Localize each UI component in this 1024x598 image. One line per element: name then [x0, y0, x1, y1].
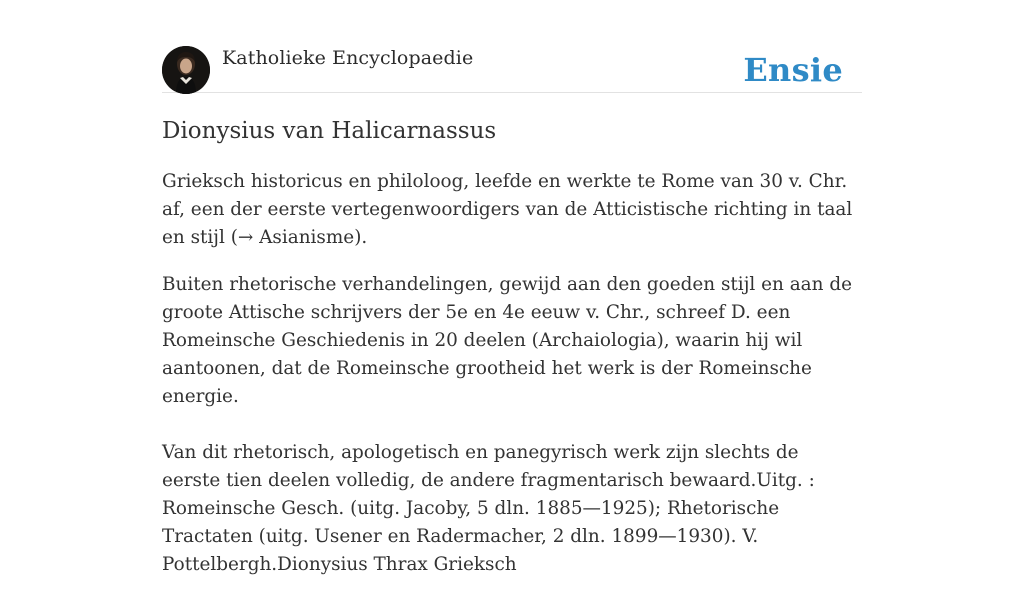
article-paragraph: Buiten rhetorische verhandelingen, gewijd aan den goeden stijl en aan de groote Attische schrijvers der 5e en 4e eeuw v. Chr., schreef D. een Romeinsche Geschiedenis in 20 deelen (Archaiologia), waarin hij wil aantoonen, dat de Romeinsche grootheid het werk is der Romeinsche energie. [162, 274, 852, 407]
article-paragraph: Grieksch historicus en philoloog, leefde en werkte te Rome van 30 v. Chr. af, een der eerste vertegenwoordigers van de Atticistische richting in taal en stijl (→ Asianisme). [162, 171, 853, 248]
portrait-avatar-icon [162, 46, 210, 94]
article-title: Dionysius van Halicarnassus [162, 118, 497, 144]
brand-logo[interactable]: Ensie [743, 51, 843, 89]
source-name[interactable]: Katholieke Encyclopaedie [222, 47, 474, 69]
source-avatar[interactable] [162, 46, 210, 94]
article-content [162, 168, 862, 598]
page [162, 0, 862, 575]
header [162, 0, 862, 93]
article-paragraph: Van dit rhetorisch, apologetisch en panegyrisch werk zijn slechts de eerste tien deelen volledig, de andere fragmentarisch bewaard.Uitg. : Romeinsche Gesch. (uitg. Jacoby, 5 dln. 1885—1925); Rhetorische Tractaten (uitg. Usener en Radermacher, 2 dln. 1899—1930). V. Pottelbergh.Dionysius Thrax Grieksch [162, 442, 815, 575]
